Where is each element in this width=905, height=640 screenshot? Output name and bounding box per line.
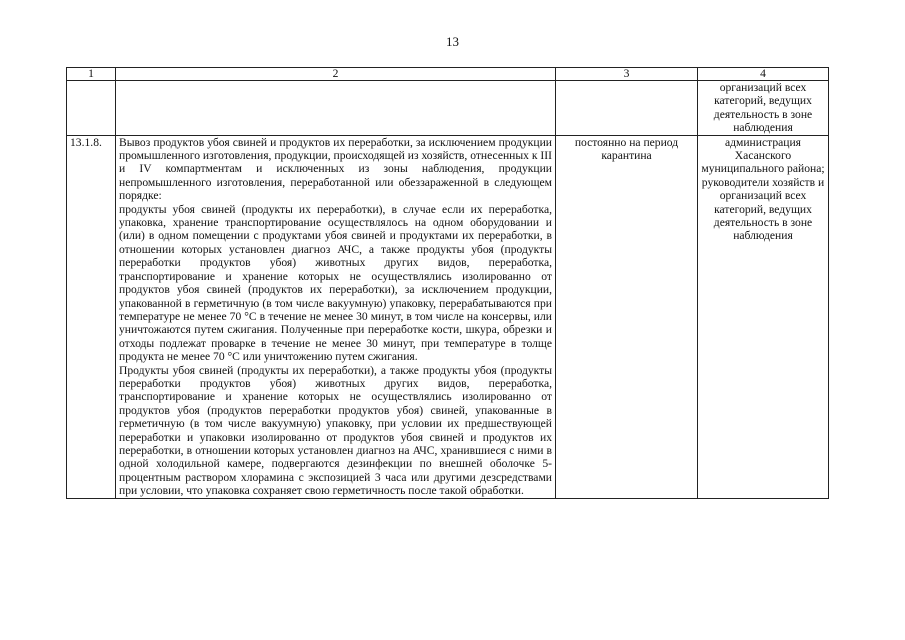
header-col-1: 1 [67,68,116,81]
content-paragraph-3: Продукты убоя свиней (продукты их переработки), а также продукты убоя (продукты переработки продуктов убоя) животных других видов, переработка, транспортирование и хранение которых не осуществлялись изолированно от продуктов убоя (продуктов переработки продуктов убоя) свиней, упакованные в герметичную (в том числе вакуумную) упаковку, при условии их предшествующей переработки и упаковки изолированно от продуктов убоя свиней и продуктов их переработки, в отношении которых установлен диагноз на АЧС, хранившиеся с ними в одной холодильной камере, подвергаются дезинфекции по внешней оболочке 5-процентным раствором хлорамина с экспозицией 3 часа или другими дезсредствами при условии, что упаковка сохраняет свою герметичность после такой обработки. [119,363,552,498]
continuation-period-cell [556,81,698,136]
row-content-cell [116,135,556,498]
continuation-responsible-cell: организаций всех категорий, ведущих деятельность в зоне наблюдения [698,81,829,136]
row-number-cell: 13.1.8. [67,135,116,498]
content-paragraph-1: Вывоз продуктов убоя свиней и продуктов их переработки, за исключением продукции промышленного изготовления, продукции, происходящей из хозяйств, отнесенных к III и IV компартментам и исключенных из зоны наблюдения, продукции непромышленного изготовления, переработанной или обеззараженной в следующем порядке: [119,135,552,203]
table-row [67,135,829,498]
header-col-2: 2 [116,68,556,81]
row-period-cell: постоянно на период карантина [556,135,698,498]
row-responsible-cell: администрация Хасанского муниципального района; руководители хозяйств и организаций всех категорий, ведущих деятельность в зоне наблюдения [698,135,829,498]
content-paragraph-2: продукты убоя свиней (продукты их переработки), в случае если их переработка, упаковка, хранение транспортирование осуществлялось на одном оборудовании и (или) в одном помещении с продуктами убоя свиней и продуктами их переработки, в отношении которых установлен диагноз АЧС, а также продукты убоя (продукты переработки продуктов убоя) животных других видов, переработка, транспортирование и хранение которых не осуществлялись изолированно от продуктов убоя свиней (продуктов их переработки), за исключением продукции, упакованной в герметичную (в том числе вакуумную) упаковку, перерабатываются при температуре не менее 70 °С в течение не менее 30 минут, в том числе на консервы, или уничтожаются путем сжигания. Полученные при переработке кости, шкура, обрезки и отходы подлежат проварке в течение не менее 30 минут, при температуре в толще продукта не менее 70 °С или уничтожению путем сжигания. [119,202,552,364]
table-header-row [67,68,829,81]
header-col-4: 4 [698,68,829,81]
measures-table [66,67,829,499]
continuation-content-cell [116,81,556,136]
continuation-number-cell [67,81,116,136]
page-number: 13 [446,34,459,49]
header-col-3: 3 [556,68,698,81]
continuation-row [67,81,829,136]
